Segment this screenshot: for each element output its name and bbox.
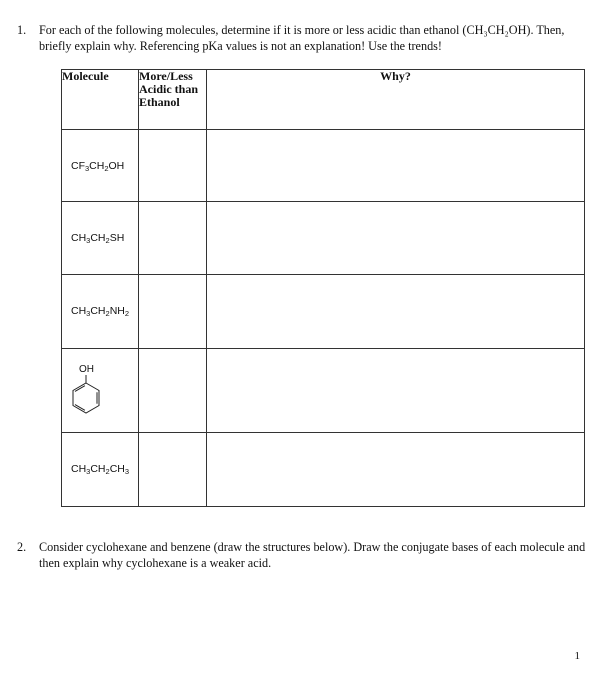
table-header-row bbox=[62, 70, 585, 130]
answer-why-cell[interactable] bbox=[207, 202, 585, 275]
answer-why-cell[interactable] bbox=[207, 433, 585, 507]
question-1-number: 1. bbox=[17, 23, 27, 37]
answer-more-less-cell[interactable] bbox=[139, 349, 207, 433]
table-row bbox=[62, 202, 585, 275]
table-row bbox=[62, 275, 585, 349]
answer-more-less-cell[interactable] bbox=[139, 202, 207, 275]
phenol-structure-icon bbox=[67, 363, 111, 415]
molecule-cell-ethylamine bbox=[62, 275, 139, 349]
molecule-cell-ethanethiol bbox=[62, 202, 139, 275]
header-why: Why? bbox=[207, 70, 585, 130]
question-2-text: Consider cyclohexane and benzene (draw the structures below). Draw the conjugate bases of each molecule and then explain why cyclohexane is a weaker acid. bbox=[39, 540, 586, 570]
molecule-formula: $CF_3CH_2OH$ bbox=[71, 160, 125, 173]
answer-why-cell[interactable] bbox=[207, 130, 585, 202]
molecule-cell-trifluoroethanol bbox=[62, 130, 139, 202]
question-1-text: For each of the following molecules, determine if it is more or less acidic than ethanol (CH₃CH₂OH). Then, briefly explain why. Referencing pKa values is not an explanation! Use the trends! bbox=[39, 23, 565, 53]
answer-more-less-cell[interactable] bbox=[139, 130, 207, 202]
table-row bbox=[62, 130, 585, 202]
table-row bbox=[62, 433, 585, 507]
header-molecule: Molecule bbox=[62, 70, 139, 130]
header-more-less: More/Less Acidic than Ethanol bbox=[139, 70, 207, 130]
question-1 bbox=[17, 23, 592, 54]
molecule-cell-phenol bbox=[62, 349, 139, 433]
table-row bbox=[62, 349, 585, 433]
answer-why-cell[interactable] bbox=[207, 275, 585, 349]
molecule-formula: $CH_3CH_2CH_3$ bbox=[71, 463, 130, 476]
acidity-table bbox=[61, 69, 585, 507]
molecule-formula: $CH_3CH_2NH_2$ bbox=[71, 305, 130, 318]
molecule-cell-propane bbox=[62, 433, 139, 507]
answer-more-less-cell[interactable] bbox=[139, 433, 207, 507]
molecule-formula: $CH_3CH_2SH$ bbox=[71, 232, 125, 245]
phenol-oh-label: OH bbox=[79, 364, 94, 375]
question-2 bbox=[17, 540, 592, 571]
answer-more-less-cell[interactable] bbox=[139, 275, 207, 349]
phenol-structure bbox=[62, 349, 138, 418]
page-number: 1 bbox=[574, 650, 580, 662]
answer-why-cell[interactable] bbox=[207, 349, 585, 433]
question-2-number: 2. bbox=[17, 540, 27, 554]
